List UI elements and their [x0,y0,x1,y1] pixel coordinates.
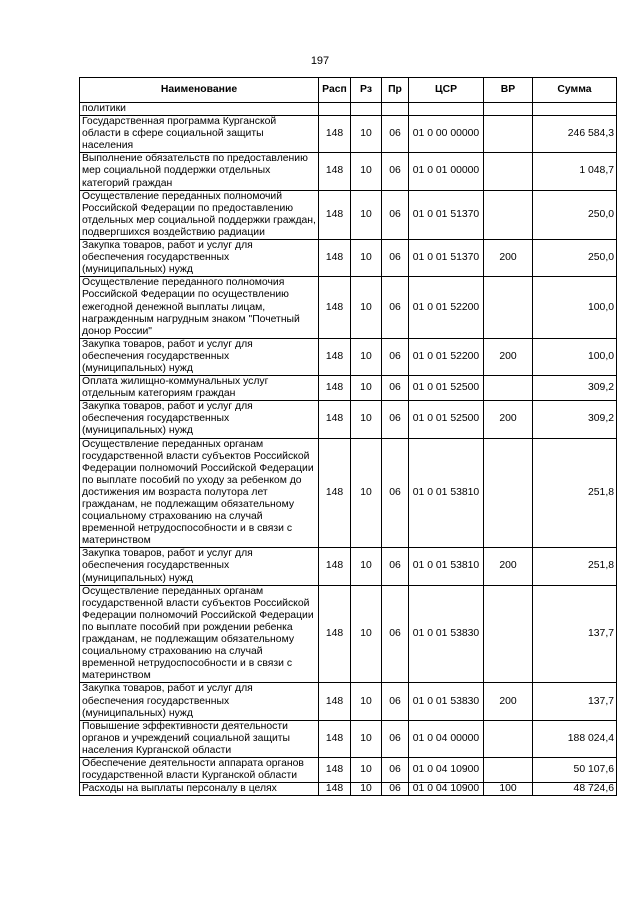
cell-sum: 50 107,6 [533,757,617,782]
cell-sum: 100,0 [533,338,617,375]
cell-name: Оплата жилищно-коммунальных услуг отдельным категориям граждан [80,376,319,401]
table-header-row [80,78,617,103]
page-number: 197 [310,55,330,67]
cell-pr: 06 [382,277,409,338]
cell-pr: 06 [382,757,409,782]
cell-rz: 10 [351,757,382,782]
cell-rz: 10 [351,116,382,153]
cell-csr: 01 0 01 53810 [409,548,484,585]
cell-rasp: 148 [319,720,351,757]
cell-rz: 10 [351,720,382,757]
table-row [80,548,617,585]
header-rz: Рз [351,78,382,103]
cell-rasp [319,103,351,116]
cell-pr: 06 [382,240,409,277]
cell-vr [484,103,533,116]
cell-rz: 10 [351,401,382,438]
cell-sum: 309,2 [533,401,617,438]
cell-name: Государственная программа Курганской области в сфере социальной защиты населения [80,116,319,153]
cell-name: Закупка товаров, работ и услуг для обеспечения государственных (муниципальных) нужд [80,338,319,375]
table-row [80,401,617,438]
table-row [80,103,617,116]
cell-name: Закупка товаров, работ и услуг для обеспечения государственных (муниципальных) нужд [80,240,319,277]
cell-vr: 200 [484,683,533,720]
cell-name: Закупка товаров, работ и услуг для обеспечения государственных (муниципальных) нужд [80,401,319,438]
cell-rasp: 148 [319,438,351,548]
table-row [80,240,617,277]
table-row [80,277,617,338]
cell-pr: 06 [382,783,409,796]
cell-rasp: 148 [319,240,351,277]
table-row [80,585,617,683]
cell-name: политики [80,103,319,116]
cell-name: Осуществление переданных органам государственной власти субъектов Российской Федерации полномочий Российской Федерации по выплате пособий по уходу за ребенком до достижения им возраста полутора лет гражданам, не подлежащим обязательному социальному страхованию на случай временной нетрудоспособности и в связи с материнством [80,438,319,548]
cell-vr: 200 [484,338,533,375]
cell-pr: 06 [382,190,409,239]
cell-sum: 188 024,4 [533,720,617,757]
cell-pr: 06 [382,153,409,190]
cell-rasp: 148 [319,783,351,796]
cell-rz: 10 [351,438,382,548]
cell-sum: 100,0 [533,277,617,338]
cell-csr: 01 0 01 51370 [409,190,484,239]
cell-name: Повышение эффективности деятельности органов и учреждений социальной защиты населения Курганской области [80,720,319,757]
table-row [80,783,617,796]
cell-csr: 01 0 01 53830 [409,585,484,683]
cell-sum: 137,7 [533,683,617,720]
cell-vr [484,190,533,239]
cell-rz: 10 [351,585,382,683]
cell-name: Осуществление переданного полномочия Российской Федерации по осуществлению ежегодной денежной выплаты лицам, награжденным нагрудным знаком "Почетный донор России" [80,277,319,338]
cell-sum: 1 048,7 [533,153,617,190]
cell-name: Выполнение обязательств по предоставлению мер социальной поддержки отдельных категорий граждан [80,153,319,190]
header-rasp: Расп [319,78,351,103]
cell-vr [484,116,533,153]
cell-rasp: 148 [319,190,351,239]
cell-name: Осуществление переданных органам государственной власти субъектов Российской Федерации полномочий Российской Федерации по выплате пособий при рождении ребенка гражданам, не подлежащим обязательному социальному страхованию на случай временной нетрудоспособности и в связи с материнством [80,585,319,683]
cell-rasp: 148 [319,338,351,375]
cell-pr: 06 [382,116,409,153]
cell-csr [409,103,484,116]
cell-pr: 06 [382,683,409,720]
cell-vr [484,277,533,338]
cell-csr: 01 0 01 52200 [409,338,484,375]
cell-rasp: 148 [319,585,351,683]
cell-sum: 246 584,3 [533,116,617,153]
cell-sum: 309,2 [533,376,617,401]
cell-pr: 06 [382,401,409,438]
table-row [80,683,617,720]
table-row [80,190,617,239]
table-row [80,376,617,401]
cell-rasp: 148 [319,277,351,338]
cell-rz: 10 [351,153,382,190]
cell-pr: 06 [382,338,409,375]
cell-name: Закупка товаров, работ и услуг для обеспечения государственных (муниципальных) нужд [80,548,319,585]
cell-name: Закупка товаров, работ и услуг для обеспечения государственных (муниципальных) нужд [80,683,319,720]
table-row [80,720,617,757]
cell-rasp: 148 [319,116,351,153]
cell-rasp: 148 [319,683,351,720]
cell-csr: 01 0 04 10900 [409,783,484,796]
cell-rz: 10 [351,783,382,796]
cell-csr: 01 0 01 00000 [409,153,484,190]
header-csr: ЦСР [409,78,484,103]
cell-sum: 250,0 [533,190,617,239]
cell-name: Осуществление переданных полномочий Российской Федерации по предоставлению отдельных мер социальной поддержки граждан, подвергшихся воздействию радиации [80,190,319,239]
cell-csr: 01 0 01 52200 [409,277,484,338]
cell-sum: 251,8 [533,438,617,548]
cell-rz: 10 [351,683,382,720]
cell-sum: 48 724,6 [533,783,617,796]
cell-csr: 01 0 00 00000 [409,116,484,153]
cell-sum: 251,8 [533,548,617,585]
header-name: Наименование [80,78,319,103]
cell-pr [382,103,409,116]
cell-name: Обеспечение деятельности аппарата органов государственной власти Курганской области [80,757,319,782]
cell-rasp: 148 [319,153,351,190]
cell-rasp: 148 [319,376,351,401]
cell-csr: 01 0 04 00000 [409,720,484,757]
cell-pr: 06 [382,376,409,401]
cell-rz: 10 [351,338,382,375]
table-row [80,338,617,375]
cell-vr: 200 [484,240,533,277]
cell-csr: 01 0 01 53810 [409,438,484,548]
header-sum: Сумма [533,78,617,103]
table-row [80,116,617,153]
cell-csr: 01 0 01 51370 [409,240,484,277]
cell-rasp: 148 [319,401,351,438]
cell-sum [533,103,617,116]
cell-csr: 01 0 01 52500 [409,376,484,401]
cell-name: Расходы на выплаты персоналу в целях [80,783,319,796]
cell-vr [484,757,533,782]
cell-vr [484,585,533,683]
cell-rz: 10 [351,376,382,401]
cell-rz [351,103,382,116]
table-row [80,438,617,548]
cell-pr: 06 [382,438,409,548]
cell-rz: 10 [351,190,382,239]
cell-vr: 200 [484,401,533,438]
cell-csr: 01 0 01 53830 [409,683,484,720]
cell-rasp: 148 [319,548,351,585]
cell-sum: 250,0 [533,240,617,277]
cell-vr: 200 [484,548,533,585]
cell-rz: 10 [351,277,382,338]
cell-vr [484,376,533,401]
cell-rz: 10 [351,240,382,277]
cell-rasp: 148 [319,757,351,782]
cell-rz: 10 [351,548,382,585]
cell-pr: 06 [382,585,409,683]
cell-csr: 01 0 01 52500 [409,401,484,438]
table-row [80,757,617,782]
cell-vr [484,720,533,757]
cell-csr: 01 0 04 10900 [409,757,484,782]
cell-pr: 06 [382,548,409,585]
cell-sum: 137,7 [533,585,617,683]
header-vr: ВР [484,78,533,103]
cell-vr [484,153,533,190]
cell-pr: 06 [382,720,409,757]
budget-table [79,77,617,796]
table-row [80,153,617,190]
header-pr: Пр [382,78,409,103]
cell-vr [484,438,533,548]
cell-vr: 100 [484,783,533,796]
